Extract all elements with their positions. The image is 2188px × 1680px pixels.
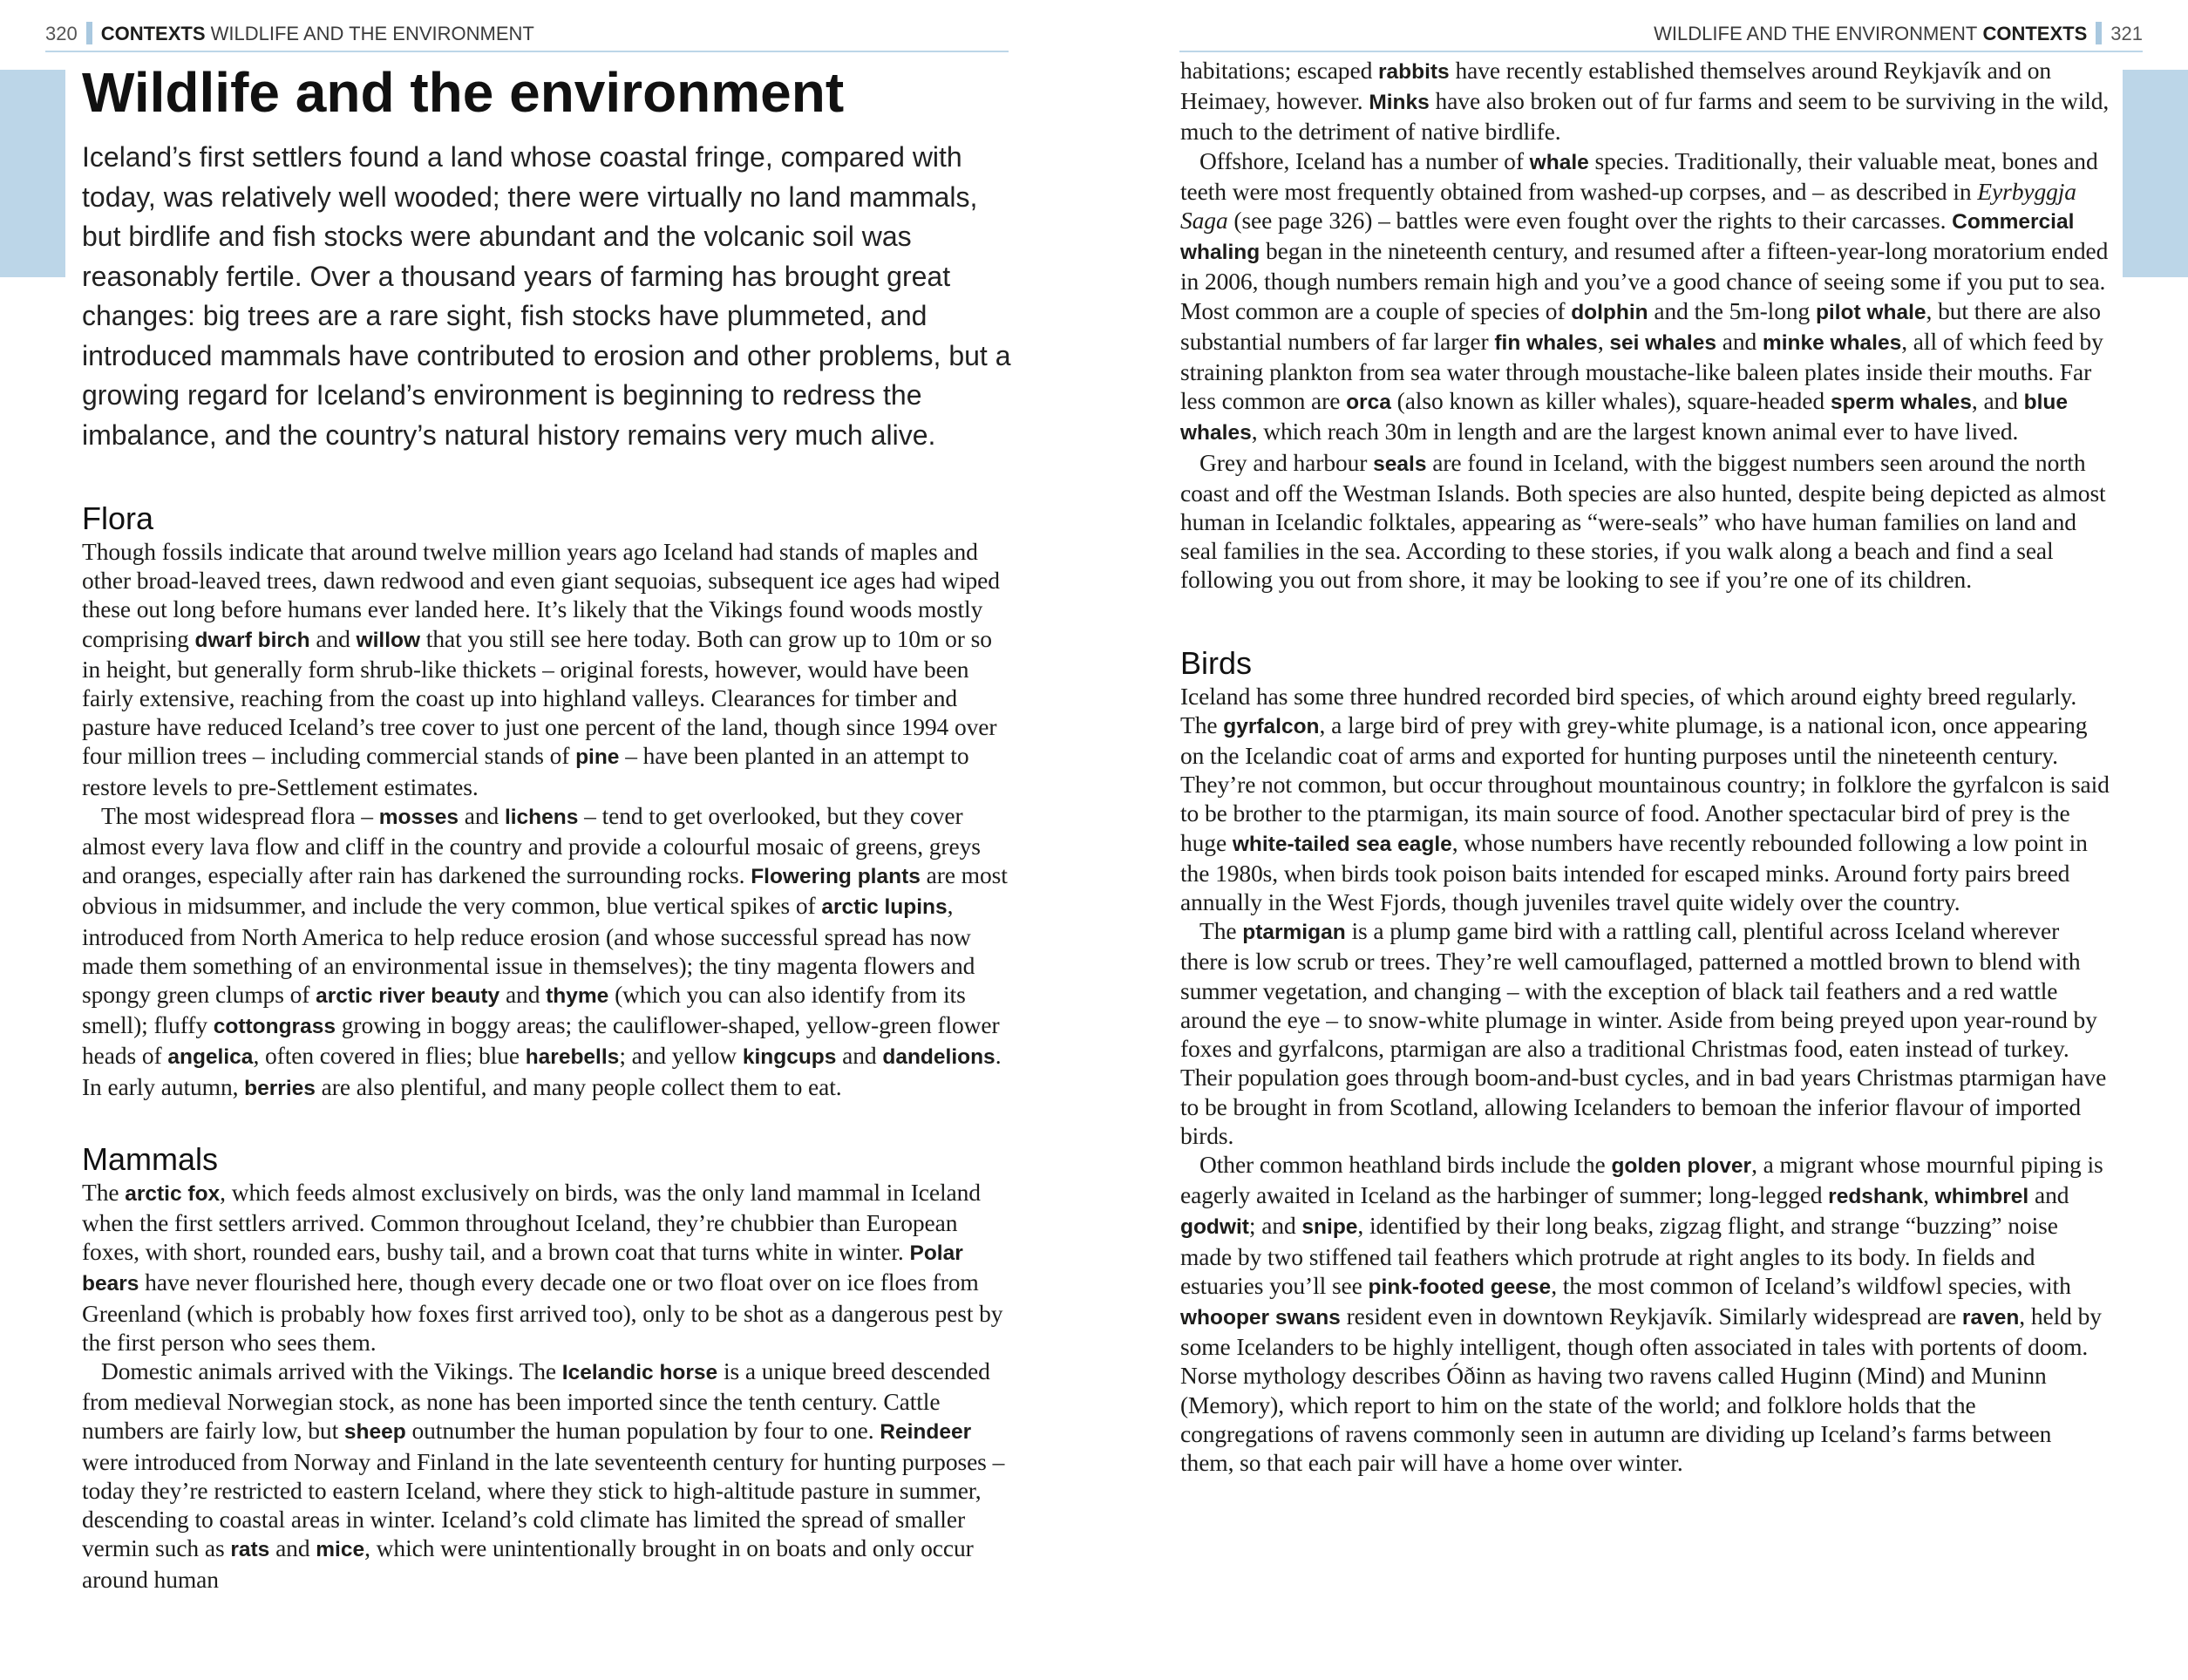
header-divider-bar [2096, 22, 2102, 44]
mammals-paragraph-1: The arctic fox, which feeds almost exclusively on birds, was the only land mammal in Iceland when the first settlers arrived. Common throughout Iceland, they’re chubbier than European foxes, with short, rounded ears, bushy tail, and a brown coat that turns white in winter. Polar bears have never flourished here, though every decade one or two float over on ice floes from Greenland (which is probably how foxes first arrived too), only to be shot as a dangerous pest by the first person who sees them. [82, 1178, 1003, 1356]
italic-title: Eyrbyggja Saga [1180, 177, 2076, 235]
keyword: pilot whale [1815, 300, 1926, 324]
keyword: dolphin [1571, 300, 1648, 324]
keyword: sei whales [1609, 330, 1716, 355]
keyword: Flowering plants [751, 865, 921, 889]
flora-paragraph-1: Though fossils indicate that around twelve million years ago Iceland had stands of maples and other broad-leaved trees, dawn redwood and even giant sequoias, subsequent ice ages had wiped these out long before humans ever landed here. It’s likely that the Vikings found woods mostly comprising dwarf birch and willow that you still see here today. Both can grow up to 10m or so in height, but generally form shrub-like thickets – original forests, however, would have been fairly extensive, reaching from the coast up into highland valleys. Clearances for timber and pasture have reduced Iceland’s tree cover to just one percent of the land, though since 1994 over four million trees – including commercial stands of pine – have been planted in an attempt to restore levels to pre-Settlement estimates. [82, 538, 1000, 800]
keyword: Icelandic horse [561, 1361, 718, 1385]
keyword: Polar bears [82, 1241, 963, 1296]
keyword: arctic lupins [821, 895, 948, 920]
keyword: dwarf birch [194, 628, 310, 652]
keyword: fin whales [1494, 330, 1598, 355]
header-section-right: CONTEXTS [1982, 23, 2088, 44]
keyword: pink-footed geese [1368, 1275, 1552, 1299]
chapter-tab-left [0, 70, 65, 277]
keyword: sheep [343, 1420, 406, 1445]
header-subtitle-right: WILDLIFE AND THE ENVIRONMENT [1654, 23, 1978, 44]
flora-heading: Flora [82, 500, 154, 536]
mammals-paragraph-4: Offshore, Iceland has a number of whale species. Traditionally, their valuable meat, bones and teeth were most frequently obtained from washed-up corpses, and – as described in Eyrbyggja Saga (see page 326) – battles were even fought over the rights to their carcasses. Commercial whaling began in the nineteenth century, and resumed after a fifteen-year-long moratorium ended in 2006, though numbers remain high and you’ve a good chance of seeing some if you put to sea. Most common are a couple of species of dolphin and the 5m-long pilot whale, but there are also substantial numbers of far larger fin whales, sei whales and minke whales, all of which feed by straining plankton from sea water through moustache-like baleen plates inside their mouths. Far less common are orca (also known as killer whales), square-headed sperm whales, and blue whales, which reach 30m in length and are the largest known animal ever to have lived. [1180, 146, 2109, 446]
page-title: Wildlife and the environment [82, 61, 845, 124]
keyword: whale [1529, 150, 1589, 174]
keyword: dandelions [882, 1045, 995, 1070]
keyword: rabbits [1378, 60, 1450, 84]
keyword: harebells [525, 1045, 620, 1070]
keyword: mice [316, 1538, 365, 1562]
keyword: cottongrass [213, 1015, 336, 1039]
keyword: minke whales [1762, 330, 1902, 355]
header-subtitle-left: WILDLIFE AND THE ENVIRONMENT [210, 23, 534, 44]
keyword: arctic fox [125, 1181, 221, 1206]
chapter-tab-right [2123, 70, 2188, 277]
page-number-left: 320 [45, 23, 78, 44]
flora-paragraph-2: The most widespread flora – mosses and lichens – tend to get overlooked, but they cover almost every lava flow and cliff in the country and provide a colourful mosaic of greens, greys and oranges, especially after rain has darkened the surrounding rocks. Flowering plants are most obvious in midsummer, and include the very common, blue vertical spikes of arctic lupins, introduced from North America to help reduce erosion (and whose successful spread has now made them something of an environmental issue in themselves); the tiny magenta flowers and spongy green clumps of arctic river beauty and thyme (which you can also identify from its smell); fluffy cottongrass growing in boggy areas; the cauliflower-shaped, yellow-green flower heads of angelica, often covered in flies; blue harebells; and yellow kingcups and dandelions. In early autumn, berries are also plentiful, and many people collect them to eat. [82, 801, 1008, 1100]
keyword: godwit [1180, 1215, 1249, 1240]
keyword: arctic river beauty [316, 984, 500, 1009]
keyword: mosses [378, 805, 459, 829]
keyword: seals [1373, 452, 1427, 476]
keyword: golden plover [1611, 1153, 1752, 1178]
keyword: lichens [504, 805, 579, 829]
running-header-left [45, 19, 1009, 52]
mammals-heading: Mammals [82, 1140, 219, 1177]
right-page [1180, 56, 2110, 1477]
keyword: sperm whales [1830, 391, 1972, 415]
header-section-left: CONTEXTS [100, 23, 206, 44]
mammals-paragraph-3: habitations; escaped rabbits have recently established themselves around Reykjavík and on Heimaey, however. Minks have also broken out of fur farms and seem to be surviving in the wild, much to the detriment of native birdlife. [1180, 57, 2110, 146]
keyword: berries [244, 1076, 316, 1100]
left-page [82, 56, 1011, 1594]
keyword: whooper swans [1180, 1305, 1341, 1330]
keyword: kingcups [742, 1045, 837, 1070]
keyword: blue whales [1180, 391, 2069, 446]
keyword: willow [356, 628, 421, 652]
keyword: rats [230, 1538, 270, 1562]
birds-paragraph-1: Iceland has some three hundred recorded bird species, of which around eighty breed regularly. The gyrfalcon, a large bird of prey with grey-white plumage, is a national icon, once appearing on the Icelandic coat of arms and exported for hunting purposes until the nineteenth century. They’re not common, but occur throughout mountainous country; in folklore the gyrfalcon is said to be brother to the ptarmigan, its main source of food. Another spectacular bird of prey is the huge white-tailed sea eagle, whose numbers have recently rebounded following a low point in the 1980s, when birds took poison baits intended for escaped minks. Around forty pairs breed annually in the West Fjords, though juveniles travel quite widely over the country. [1180, 682, 2110, 916]
keyword: redshank [1828, 1185, 1924, 1209]
keyword: ptarmigan [1242, 921, 1346, 945]
keyword: pine [575, 745, 620, 770]
keyword: raven [1961, 1305, 2020, 1330]
keyword: white-tailed sea eagle [1232, 832, 1452, 856]
keyword: thyme [546, 984, 609, 1009]
keyword: whimbrel [1934, 1185, 2029, 1209]
running-header-right [1179, 19, 2143, 52]
keyword: snipe [1301, 1215, 1358, 1240]
mammals-paragraph-2: Domestic animals arrived with the Vikings. The Icelandic horse is a unique breed descended from medieval Norwegian stock, as none has been imported since the tenth century. Cattle numbers are fairly low, but sheep outnumber the human population by four to one. Reindeer were introduced from Norway and Finland in the late seventeenth century for hunting purposes – today they’re restricted to eastern Iceland, where they stick to high-altitude pasture in summer, descending to coastal areas in winter. Iceland’s cold climate has limited the spread of smaller vermin such as rats and mice, which were unintentionally brought in on boats and only occur around human [82, 1357, 1005, 1593]
keyword: Reindeer [880, 1420, 972, 1445]
birds-heading: Birds [1180, 644, 1253, 681]
keyword: gyrfalcon [1223, 714, 1320, 738]
header-divider-bar [86, 22, 92, 44]
keyword: Minks [1369, 91, 1430, 115]
birds-paragraph-3: Other common heathland birds include the golden plover, a migrant whose mournful piping is eagerly awaited in Iceland as the harbinger of summer; long-legged redshank, whimbrel and godwit; and snipe, identified by their long beaks, zigzag flight, and strange “buzzing” noise made by two stiffened tail feathers which protrude at right angles to its body. In fields and estuaries you’ll see pink-footed geese, the most common of Iceland’s wildfowl species, with whooper swans resident even in downtown Reykjavík. Similarly widespread are raven, held by some Icelanders to be highly intelligent, though often associated in tales with portents of doom. Norse mythology describes Óðinn as having two ravens called Huginn (Mind) and Muninn (Memory), which report to him on the state of the world; and folklore holds that the congregations of ravens commonly seen in autumn are dividing up Iceland’s farms between them, so that each pair will have a home over winter. [1180, 1150, 2103, 1476]
page-number-right: 321 [2110, 23, 2143, 44]
keyword: angelica [167, 1045, 254, 1070]
keyword: orca [1346, 391, 1391, 415]
birds-paragraph-2: The ptarmigan is a plump game bird with a rattling call, plentiful across Iceland wherever there is low scrub or trees. They’re well camouflaged, patterned a mottled brown to blend with summer vegetation, and changing – with the exception of black tail feathers and a red wattle around the eye – to snow-white plumage in winter. Aside from being preyed upon year-round by foxes and gyrfalcons, ptarmigan are also a traditional Christmas food, eaten instead of turkey. Their population goes through boom-and-bust cycles, and in bad years Christmas ptarmigan have to be brought in from Scotland, allowing Icelanders to bemoan the inferior flavour of imported birds. [1180, 917, 2107, 1149]
keyword: Commercial whaling [1180, 210, 2075, 265]
intro-paragraph: Iceland’s first settlers found a land whose coastal fringe, compared with today, was relatively well wooded; there were virtually no land mammals, but birdlife and fish stocks were abundant and the volcanic soil was reasonably fertile. Over a thousand years of farming has brought great changes: big trees are a rare sight, fish stocks have plummeted, and introduced mammals have contributed to erosion and other problems, but a growing regard for Iceland’s environment is beginning to redress the imbalance, and the country’s natural history remains very much alive. [82, 141, 1011, 451]
mammals-paragraph-5: Grey and harbour seals are found in Iceland, with the biggest numbers seen around the north coast and off the Westman Islands. Both species are also hunted, despite being depicted as almost human in Icelandic folktales, appearing as “were-seals” who have human families on land and seal families in the sea. According to these stories, if you walk along a beach and find a seal following you out from shore, it may be looking to see if you’re one of its children. [1180, 448, 2106, 594]
